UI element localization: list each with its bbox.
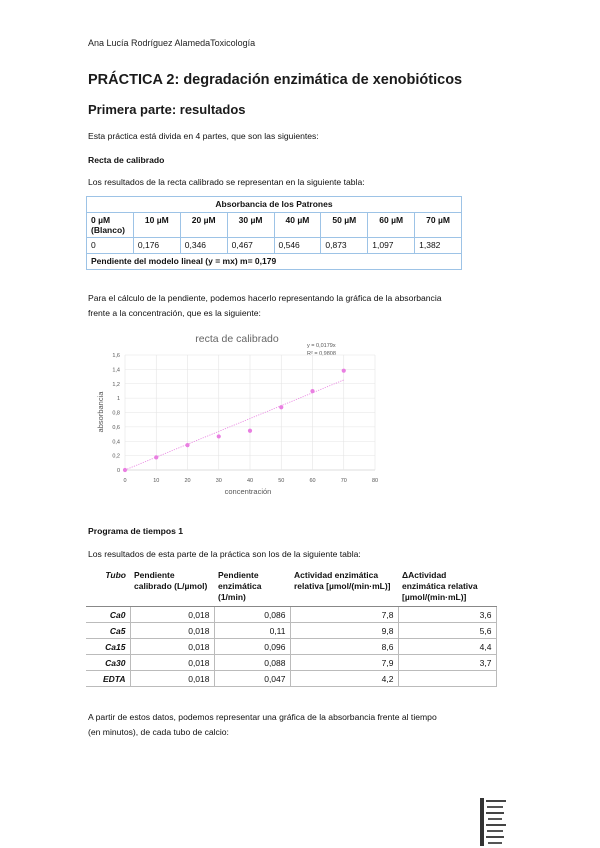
patrones-header-4: 40 µM	[274, 213, 321, 238]
table-row	[86, 655, 496, 671]
patrones-value-2: 0,346	[180, 238, 227, 254]
patrones-value-1: 0,176	[133, 238, 180, 254]
table-cell: 7,8	[290, 607, 398, 623]
y-tick-label: 0,4	[112, 439, 120, 446]
table-cell: 4,2	[290, 671, 398, 687]
table-row	[86, 623, 496, 639]
recta-text: Los resultados de la recta calibrado se representan en la siguiente tabla:	[88, 177, 365, 187]
y-axis-label: absorbancia	[96, 391, 105, 433]
data-point	[123, 468, 127, 472]
patrones-value-6: 1,097	[368, 238, 415, 254]
chart-title: recta de calibrado	[195, 333, 279, 345]
table-row	[86, 607, 496, 623]
x-tick-label: 70	[340, 478, 347, 484]
x-tick-label: 60	[309, 478, 316, 484]
y-tick-label: 1,2	[112, 381, 120, 388]
patrones-value-3: 0,467	[227, 238, 274, 254]
x-tick-label: 0	[123, 478, 127, 484]
patrones-header-2: 20 µM	[180, 213, 227, 238]
programa-text: Los resultados de esta parte de la práctica son los de la siguiente tabla:	[88, 549, 361, 559]
table-cell: 8,6	[290, 639, 398, 655]
data-point	[279, 405, 283, 409]
tiempos-header-1: Pendiente calibrado (L/µmol)	[130, 570, 214, 607]
patrones-table	[86, 196, 462, 270]
data-point	[154, 455, 158, 459]
patrones-value-0: 0	[87, 238, 134, 254]
calibration-chart	[95, 328, 385, 500]
table-cell: 0,018	[130, 623, 214, 639]
tiempos-header-4: ΔActividad enzimática relativa [µmol/(min·mL)]	[398, 570, 496, 607]
table-cell: 0,018	[130, 607, 214, 623]
x-tick-label: 50	[278, 478, 285, 484]
patrones-header-0: 0 µM (Blanco)	[87, 213, 134, 238]
chart-equation: y = 0,0179x	[307, 343, 336, 349]
qr-code-icon	[478, 796, 510, 848]
x-tick-label: 80	[371, 478, 379, 484]
data-point	[342, 369, 346, 373]
data-point	[310, 389, 314, 393]
intro-text: Esta práctica está divida en 4 partes, que son las siguientes:	[88, 131, 319, 141]
table-row	[86, 671, 496, 687]
table-cell	[398, 671, 496, 687]
section-heading-results: Primera parte: resultados	[88, 102, 246, 117]
tiempos-header-2: Pendiente enzimática (1/min)	[214, 570, 290, 607]
tiempos-table	[86, 570, 497, 687]
patrones-header-3: 30 µM	[227, 213, 274, 238]
y-tick-label: 1	[116, 396, 120, 403]
table-cell: 0,096	[214, 639, 290, 655]
recta-heading: Recta de calibrado	[88, 155, 165, 165]
final-text-2: (en minutos), de cada tubo de calcio:	[88, 727, 229, 737]
tiempos-header-3: Actividad enzimática relativa [µmol/(min·mL)]	[290, 570, 398, 607]
patrones-value-5: 0,873	[321, 238, 368, 254]
x-tick-label: 10	[153, 478, 160, 484]
tube-name: Ca5	[86, 623, 130, 639]
data-point	[185, 443, 189, 447]
slope-label: Pendiente del modelo lineal (y = mx) m=	[91, 256, 253, 266]
page-title: PRÁCTICA 2: degradación enzimática de xenobióticos	[88, 72, 463, 88]
y-tick-label: 0,2	[112, 453, 120, 460]
slope-value: 0,179	[254, 256, 277, 266]
pendiente-text-1: Para el cálculo de la pendiente, podemos hacerlo representando la gráfica de la absorbancia	[88, 293, 442, 303]
table-cell: 0,018	[130, 671, 214, 687]
page-header: Ana Lucía Rodríguez AlamedaToxicología	[88, 38, 256, 48]
table-cell: 4,4	[398, 639, 496, 655]
table-row	[86, 639, 496, 655]
table-cell: 3,7	[398, 655, 496, 671]
table-cell: 0,018	[130, 639, 214, 655]
y-tick-label: 0,6	[112, 424, 120, 431]
programa-heading: Programa de tiempos 1	[88, 526, 184, 536]
x-axis-label: concentración	[224, 487, 272, 496]
y-tick-label: 1,6	[112, 353, 120, 359]
final-text-1: A partir de estos datos, podemos representar una gráfica de la absorbancia frente al tiempo	[88, 712, 437, 722]
data-point	[217, 434, 221, 438]
data-point	[248, 429, 252, 433]
table-cell: 5,6	[398, 623, 496, 639]
patrones-header-7: 70 µM	[415, 213, 462, 238]
x-tick-label: 20	[184, 478, 191, 484]
patrones-value-4: 0,546	[274, 238, 321, 254]
table-cell: 0,086	[214, 607, 290, 623]
table-cell: 7,9	[290, 655, 398, 671]
x-tick-label: 30	[215, 478, 222, 484]
pendiente-text-2: frente a la concentración, que es la siguiente:	[88, 308, 261, 318]
table-cell: 3,6	[398, 607, 496, 623]
table-cell: 0,018	[130, 655, 214, 671]
table-cell: 0,047	[214, 671, 290, 687]
x-tick-label: 40	[246, 478, 254, 484]
table-cell: 9,8	[290, 623, 398, 639]
tube-name: Ca0	[86, 607, 130, 623]
patrones-header-6: 60 µM	[368, 213, 415, 238]
table-cell: 0,11	[214, 623, 290, 639]
patrones-footer	[87, 254, 462, 270]
patrones-header-5: 50 µM	[321, 213, 368, 238]
tube-name: EDTA	[86, 671, 130, 687]
patrones-value-7: 1,382	[415, 238, 462, 254]
patrones-caption: Absorbancia de los Patrones	[87, 197, 462, 213]
patrones-header-1: 10 µM	[133, 213, 180, 238]
y-tick-label: 1,4	[112, 367, 120, 374]
y-tick-label: 0,8	[112, 410, 120, 417]
chart-r2: R² = 0,9808	[307, 351, 336, 357]
tube-name: Ca30	[86, 655, 130, 671]
tube-name: Ca15	[86, 639, 130, 655]
tiempos-header-0: Tubo	[86, 570, 130, 607]
y-tick-label: 0	[116, 468, 120, 474]
table-cell: 0,088	[214, 655, 290, 671]
